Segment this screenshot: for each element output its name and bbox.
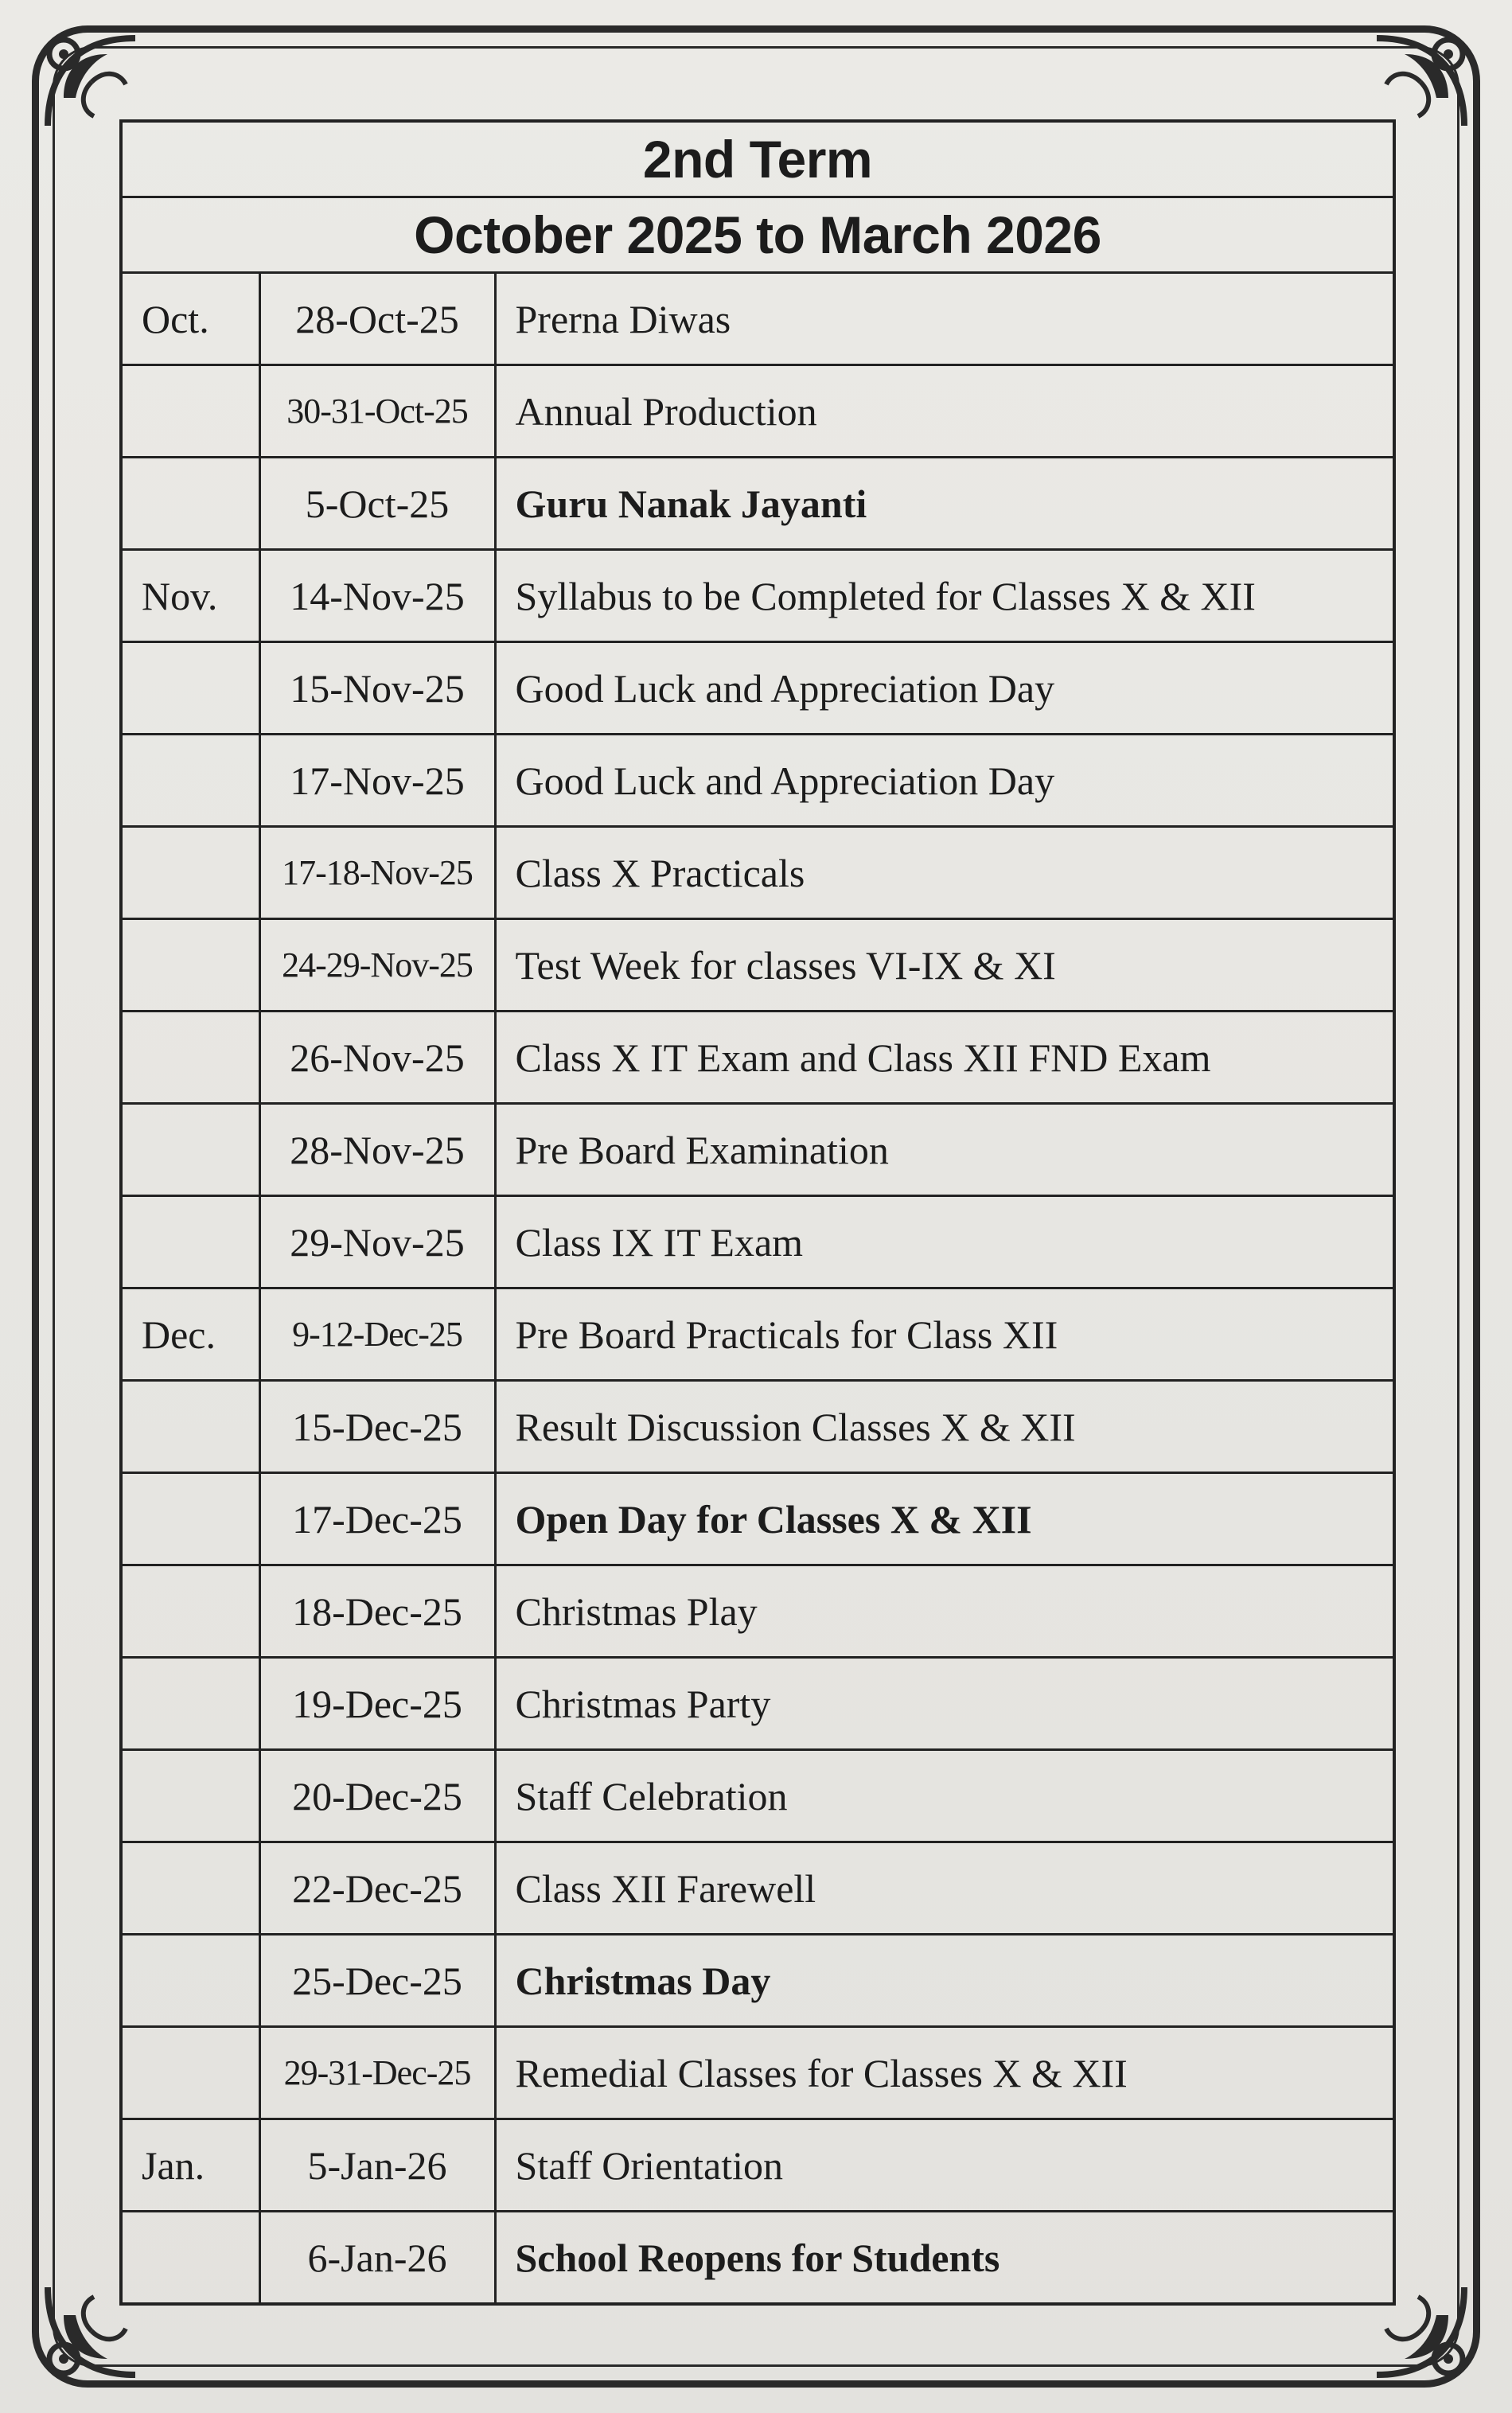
event-cell: Good Luck and Appreciation Day [495,642,1394,735]
table-row [121,1842,1394,1935]
month-cell [121,1935,259,2027]
date-cell: 14-Nov-25 [259,550,495,642]
month-cell [121,1750,259,1842]
date-cell: 20-Dec-25 [259,1750,495,1842]
table-row [121,1012,1394,1104]
event-cell: Annual Production [495,365,1394,458]
date-cell: 29-Nov-25 [259,1196,495,1288]
table-row [121,1288,1394,1381]
month-cell [121,1104,259,1196]
date-cell: 22-Dec-25 [259,1842,495,1935]
event-cell: Result Discussion Classes X & XII [495,1381,1394,1473]
table-row [121,735,1394,827]
date-cell: 26-Nov-25 [259,1012,495,1104]
month-cell [121,2212,259,2305]
table-row [121,1750,1394,1842]
term-heading-row [121,121,1394,197]
event-cell: Class XII Farewell [495,1842,1394,1935]
month-cell [121,1842,259,1935]
term-subheading-row [121,197,1394,273]
event-cell: Pre Board Examination [495,1104,1394,1196]
month-cell [121,919,259,1012]
table-row [121,2212,1394,2305]
event-cell: Christmas Play [495,1565,1394,1658]
event-cell: Class X Practicals [495,827,1394,919]
table-row [121,642,1394,735]
month-cell [121,1565,259,1658]
event-cell: Remedial Classes for Classes X & XII [495,2027,1394,2119]
date-cell: 29-31-Dec-25 [259,2027,495,2119]
date-cell: 9-12-Dec-25 [259,1288,495,1381]
date-cell: 15-Nov-25 [259,642,495,735]
table-row [121,1935,1394,2027]
event-cell: School Reopens for Students [495,2212,1394,2305]
date-cell: 6-Jan-26 [259,2212,495,2305]
month-cell [121,827,259,919]
month-cell: Oct. [121,273,259,365]
date-cell: 17-18-Nov-25 [259,827,495,919]
date-cell: 5-Oct-25 [259,458,495,550]
table-row [121,2027,1394,2119]
month-cell [121,2027,259,2119]
term-heading: 2nd Term [121,121,1394,197]
date-cell: 19-Dec-25 [259,1658,495,1750]
table-row [121,1473,1394,1565]
table-row [121,1196,1394,1288]
month-cell [121,458,259,550]
date-cell: 18-Dec-25 [259,1565,495,1658]
month-cell [121,642,259,735]
table-row [121,2119,1394,2212]
date-cell: 17-Nov-25 [259,735,495,827]
term-calendar-table [119,119,1396,2306]
table-row [121,1381,1394,1473]
date-cell: 28-Nov-25 [259,1104,495,1196]
event-cell: Test Week for classes VI-IX & XI [495,919,1394,1012]
event-cell: Class X IT Exam and Class XII FND Exam [495,1012,1394,1104]
event-cell: Syllabus to be Completed for Classes X & XII [495,550,1394,642]
month-cell [121,1658,259,1750]
date-cell: 5-Jan-26 [259,2119,495,2212]
month-cell: Jan. [121,2119,259,2212]
table-row [121,1565,1394,1658]
date-cell: 30-31-Oct-25 [259,365,495,458]
event-cell: Guru Nanak Jayanti [495,458,1394,550]
event-cell: Staff Orientation [495,2119,1394,2212]
date-cell: 17-Dec-25 [259,1473,495,1565]
term-date-range: October 2025 to March 2026 [121,197,1394,273]
table-row [121,550,1394,642]
month-cell: Nov. [121,550,259,642]
date-cell: 25-Dec-25 [259,1935,495,2027]
table-row [121,1104,1394,1196]
month-cell [121,365,259,458]
month-cell [121,1196,259,1288]
event-cell: Class IX IT Exam [495,1196,1394,1288]
table-row [121,827,1394,919]
date-cell: 24-29-Nov-25 [259,919,495,1012]
event-cell: Good Luck and Appreciation Day [495,735,1394,827]
table-row [121,458,1394,550]
event-cell: Open Day for Classes X & XII [495,1473,1394,1565]
month-cell: Dec. [121,1288,259,1381]
month-cell [121,1473,259,1565]
table-row [121,919,1394,1012]
event-cell: Christmas Day [495,1935,1394,2027]
date-cell: 28-Oct-25 [259,273,495,365]
event-cell: Pre Board Practicals for Class XII [495,1288,1394,1381]
table-row [121,1658,1394,1750]
table-row [121,365,1394,458]
month-cell [121,1381,259,1473]
table-row [121,273,1394,365]
month-cell [121,735,259,827]
event-cell: Staff Celebration [495,1750,1394,1842]
calendar-body [121,121,1394,2304]
date-cell: 15-Dec-25 [259,1381,495,1473]
event-cell: Prerna Diwas [495,273,1394,365]
month-cell [121,1012,259,1104]
event-cell: Christmas Party [495,1658,1394,1750]
